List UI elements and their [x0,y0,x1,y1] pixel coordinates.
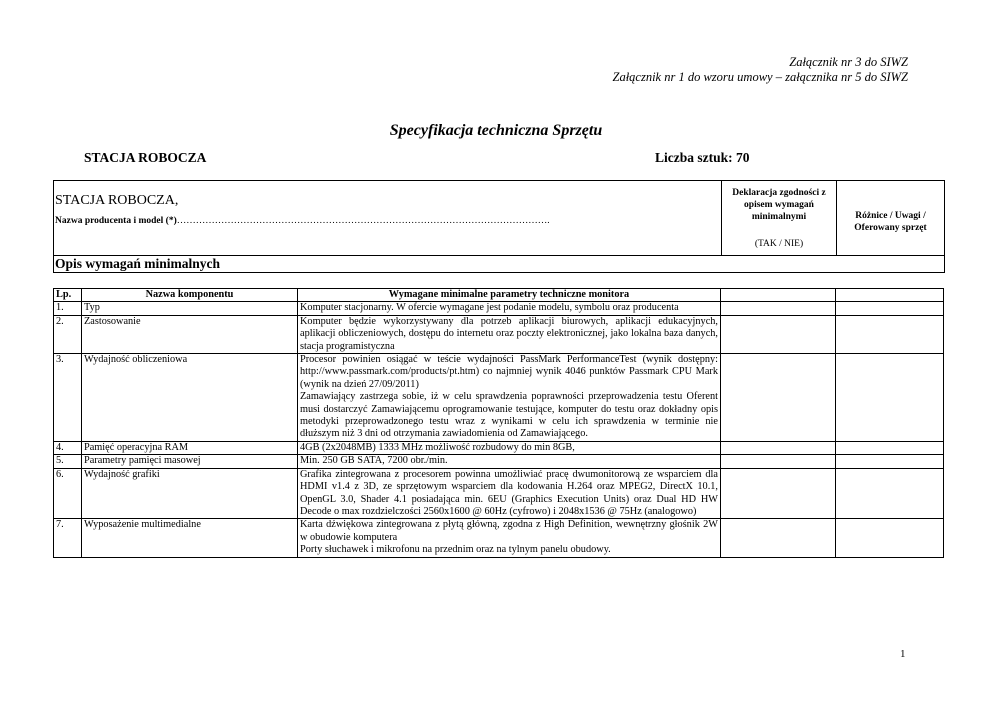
column-header-remarks [836,289,944,302]
row-number: 7. [54,519,82,557]
component-requirements [298,354,721,442]
requirement-paragraph: Procesor powinien osiągać w teście wydajności PassMark PerformanceTest (wynik dostępny: http://www.passmark.com/products/pt.htm) co najmniej wynik 4046 punktów Passmark CPU Mark (wynik na dzień 27/09/2011) [300,354,718,390]
component-name: Typ [82,302,298,315]
row-number: 2. [54,315,82,353]
row-number: 6. [54,468,82,519]
declaration-cell[interactable] [721,441,836,454]
declaration-cell[interactable] [721,468,836,519]
requirements-table [53,288,944,558]
component-name: Wyposażenie multimedialne [82,519,298,557]
column-header-params: Wymagane minimalne parametry techniczne monitora [298,289,721,302]
spec-header-box [53,180,945,273]
producer-label: Nazwa producenta i model (*) [55,216,177,226]
component-name: Wydajność grafiki [82,468,298,519]
row-number: 5. [54,455,82,468]
row-number: 4. [54,441,82,454]
row-number: 3. [54,354,82,442]
remarks-cell[interactable] [836,302,944,315]
table-row [54,302,944,315]
table-row [54,441,944,454]
box-heading: STACJA ROBOCZA, [55,193,179,208]
attachment-line-1: Załącznik nr 3 do SIWZ [789,55,908,69]
remarks-cell[interactable] [836,468,944,519]
component-name: Pamięć operacyjna RAM [82,441,298,454]
page-number: 1 [900,648,906,660]
table-header-row [54,289,944,302]
table-row [54,455,944,468]
declaration-cell[interactable] [721,354,836,442]
component-requirements: Grafika zintegrowana z procesorem powinna umożliwiać pracę dwumonitorową ze wsparciem dla HDMI v1.4 z 3D, ze sprzętowym wsparciem dla kodowania H.264 oraz MPEG2, DirectX 10.1, OpenGL 3.0, Shader 4.1 posiadająca min. 6EU (Graphics Execution Units) oraz Dual HD HW Decode o max rozdzielczości 2560x1600 @ 60Hz (cyfrowo) i 2048x1536 @ 75Hz (analogowo) [298,468,721,519]
remarks-cell[interactable] [836,455,944,468]
column-header-lp: Lp. [54,289,82,302]
declaration-cell[interactable] [721,315,836,353]
station-label: STACJA ROBOCZA [84,150,207,165]
declaration-cell[interactable] [721,519,836,557]
component-name: Zastosowanie [82,315,298,353]
component-requirements [298,519,721,557]
producer-field[interactable]: ………………………………………………………………………………………………………. [176,216,550,226]
requirement-paragraph: Karta dźwiękowa zintegrowana z płytą główną, zgodna z High Definition, wewnętrzny głośnik 2W w obudowie komputera [300,519,718,543]
quantity-label: Liczba sztuk: 70 [655,150,750,165]
column-header-name: Nazwa komponentu [82,289,298,302]
declaration-title: Deklaracja zgodności z opisem wymagań minimalnymi [732,188,826,222]
component-requirements: Komputer będzie wykorzystywany dla potrzeb aplikacji biurowych, aplikacji edukacyjnych, aplikacji obliczeniowych, dostępu do internetu oraz poczty elektronicznej, jako lokalna baza danych, stacja programistyczna [298,315,721,353]
attachment-line-2: Załącznik nr 1 do wzoru umowy – załącznika nr 5 do SIWZ [612,70,908,84]
table-row [54,468,944,519]
component-name: Wydajność obliczeniowa [82,354,298,442]
table-row [54,315,944,353]
declaration-cell[interactable] [721,455,836,468]
table-row [54,519,944,557]
requirement-paragraph: Zamawiający zastrzega sobie, iż w celu sprawdzenia poprawności przeprowadzenia testu Oferent musi dostarczyć Zamawiającemu oprogramowanie testujące, komputer do testu oraz dokładny opis metodyki przeprowadzonego testu wraz z wynikami w celu ich sprawdzenia w terminie nie dłuższym niż 3 dni od otrzymania zawiadomienia od Zamawiającego. [300,391,718,440]
component-requirements: Komputer stacjonarny. W ofercie wymagane jest podanie modelu, symbolu oraz producenta [298,302,721,315]
column-header-declaration [721,289,836,302]
remarks-cell[interactable] [836,354,944,442]
component-requirements: Min. 250 GB SATA, 7200 obr./min. [298,455,721,468]
component-name: Parametry pamięci masowej [82,455,298,468]
remarks-title: Różnice / Uwagi / Oferowany sprzęt [854,211,927,233]
section-heading: Opis wymagań minimalnych [55,256,221,271]
page-title: Specyfikacja techniczna Sprzętu [389,122,603,139]
declaration-cell[interactable] [721,302,836,315]
table-row [54,354,944,442]
producer-line [55,216,719,226]
remarks-cell[interactable] [836,519,944,557]
remarks-cell[interactable] [836,315,944,353]
remarks-cell[interactable] [836,441,944,454]
row-number: 1. [54,302,82,315]
component-requirements: 4GB (2x2048MB) 1333 MHz możliwość rozbudowy do min 8GB, [298,441,721,454]
requirement-paragraph: Porty słuchawek i mikrofonu na przednim oraz na tylnym panelu obudowy. [300,544,611,556]
declaration-options: (TAK / NIE) [754,239,804,249]
